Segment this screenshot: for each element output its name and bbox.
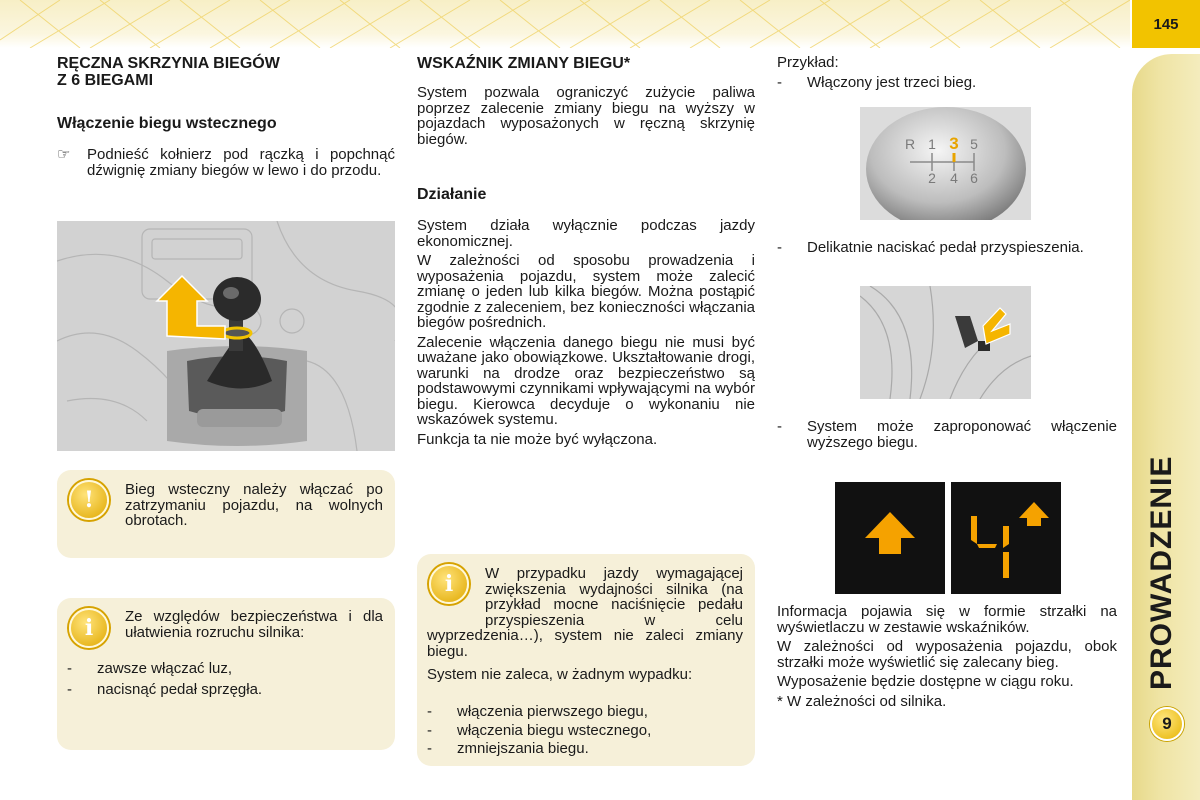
- example-label: Przykład:: [777, 54, 839, 71]
- display-recommended-gear: [951, 482, 1061, 594]
- chapter-number-badge: 9: [1150, 707, 1184, 741]
- warning-text: Bieg wsteczny należy włączać po zatrzymaniu pojazdu, na wolnych obrotach.: [125, 481, 383, 529]
- knob-label-6: 6: [970, 170, 978, 186]
- list-item-text: włączenia biegu wstecznego,: [457, 721, 652, 739]
- list-item: [427, 741, 743, 757]
- operation-para-1: System działa wyłącznie podczas jazdy ekonomicznej.: [417, 217, 755, 250]
- example-step-2: [777, 240, 1117, 256]
- page-number: 145: [1132, 0, 1200, 48]
- info-box-safety: [57, 598, 395, 750]
- gear-lever-drawing: [57, 221, 395, 451]
- pedal-drawing: [860, 286, 1031, 399]
- knob-label-1: 1: [928, 136, 936, 152]
- list-dash: -: [427, 703, 432, 720]
- operation-para-2: W zależności od sposobu prowadzenia i wyposażenia pojazdu, system może zalecić zmianę o jeden lub kilka biegów. Można postąpić zgodnie z zaleceniem, bez konieczności włączania biegów pośrednich.: [417, 252, 755, 331]
- list-item: [427, 704, 743, 720]
- safety-text: Ze względów bezpieczeństwa i dla ułatwienia rozruchu silnika:: [125, 608, 383, 641]
- pointing-hand-icon: ☞: [57, 146, 71, 163]
- column-gear-indicator: [417, 55, 755, 447]
- knob-label-5: 5: [970, 136, 978, 152]
- column-manual-gearbox: [57, 55, 395, 178]
- operation-heading: Działanie: [417, 186, 487, 203]
- gear-indicator-intro: System pozwala ograniczyć zużycie paliwa poprzez zalecenie zmiany biegu na wyższy w pojazdach wyposażonych w ręczną skrzynię biegów.: [417, 84, 755, 148]
- gear-4-upshift-icon: [951, 482, 1061, 594]
- list-item: [67, 682, 387, 698]
- performance-text-2: System nie zaleca, w żadnym wypadku:: [427, 666, 693, 683]
- section-title-line2: Z 6 BIEGAMI: [57, 72, 154, 89]
- section-title-line1: RĘCZNA SKRZYNIA BIEGÓW: [57, 55, 280, 72]
- info-icon: i: [429, 564, 469, 604]
- performance-list: [427, 704, 743, 757]
- reverse-gear-heading: Włączenie biegu wstecznego: [57, 115, 277, 132]
- display-upshift-arrow: [835, 482, 945, 594]
- knob-label-3-highlight: 3: [949, 134, 959, 153]
- info-icon: i: [69, 608, 109, 648]
- header-pattern: [0, 0, 1130, 48]
- display-para-3: Wyposażenie będzie dostępne w ciągu roku.: [777, 673, 1074, 690]
- example-step-1: [777, 75, 1117, 91]
- warning-icon: !: [69, 480, 109, 520]
- reverse-instruction-text: Podnieść kołnierz pod rączką i popchnąć dźwignię zmiany biegów w lewo i do przodu.: [87, 146, 395, 179]
- warning-box: [57, 470, 395, 558]
- example-step-1-text: Włączony jest trzeci bieg.: [807, 73, 977, 91]
- knob-label-r: R: [904, 136, 916, 152]
- list-item-text: włączenia pierwszego biegu,: [457, 703, 648, 720]
- list-dash: -: [67, 660, 72, 677]
- display-para-2: W zależności od wyposażenia pojazdu, obok strzałki może wyświetlić się zalecany bieg.: [777, 638, 1117, 671]
- list-item-text: zmniejszania biegu.: [457, 740, 589, 757]
- operation-para-4: Funkcja ta nie może być wyłączona.: [417, 430, 658, 448]
- example-step-2-text: Delikatnie naciskać pedał przyspieszenia.: [807, 239, 1084, 256]
- list-item-text: zawsze włączać luz,: [97, 660, 233, 677]
- list-dash: -: [777, 73, 782, 91]
- knob-label-2: 2: [928, 170, 936, 186]
- list-dash: -: [777, 418, 782, 435]
- list-dash: -: [427, 721, 432, 739]
- list-item: [67, 661, 387, 677]
- column-example: [777, 55, 1117, 90]
- list-dash: -: [427, 740, 432, 757]
- example-step-3: [777, 419, 1117, 450]
- display-para-1: Informacja pojawia się w formie strzałki na wyświetlaczu w zestawie wskaźników.: [777, 603, 1117, 636]
- list-dash: -: [777, 239, 782, 256]
- info-box-performance: [417, 554, 755, 766]
- accelerator-pedal-illustration: [860, 286, 1031, 399]
- gear-indicator-title: WSKAŹNIK ZMIANY BIEGU*: [417, 55, 631, 72]
- performance-text-1: W przypadku jazdy wymagającej zwiększenia wydajności silnika (na przykład mocne naciśnięcie pedału przyspieszenia w celu wyprzedzenia…), system nie zaleci zmiany biegu.: [427, 565, 743, 660]
- engine-footnote: * W zależności od silnika.: [777, 692, 947, 710]
- knob-label-4: 4: [950, 170, 958, 186]
- icon-spacer: [427, 566, 485, 618]
- header-decoration: [0, 0, 1130, 48]
- upshift-arrow-icon: [835, 482, 945, 594]
- performance-text: [427, 566, 743, 659]
- gear-knob-illustration: [860, 107, 1031, 220]
- list-item-text: nacisnąć pedał sprzęgła.: [97, 680, 263, 698]
- example-step-3-text: System może zaproponować włączenie wyższego biegu.: [807, 418, 1117, 451]
- chapter-title: PROWADZENIE: [1145, 455, 1178, 690]
- list-item: [427, 723, 743, 739]
- gear-lever-illustration: [57, 221, 395, 451]
- section-title: [57, 55, 395, 89]
- operation-para-3: Zalecenie włączenia danego biegu nie musi być uważane jako obowiązkowe. Ukształtowanie drogi, warunki na drodze oraz bezpieczeństwo są podstawowymi czynnikami wpływającymi na wybór biegu. Kierowca decyduje o wykonaniu nie wskazówek systemu.: [417, 333, 755, 428]
- gear-knob-drawing: [860, 107, 1031, 220]
- list-dash: -: [67, 680, 72, 698]
- reverse-instruction: [57, 147, 395, 178]
- display-description: [777, 604, 1117, 709]
- safety-list: [67, 661, 387, 697]
